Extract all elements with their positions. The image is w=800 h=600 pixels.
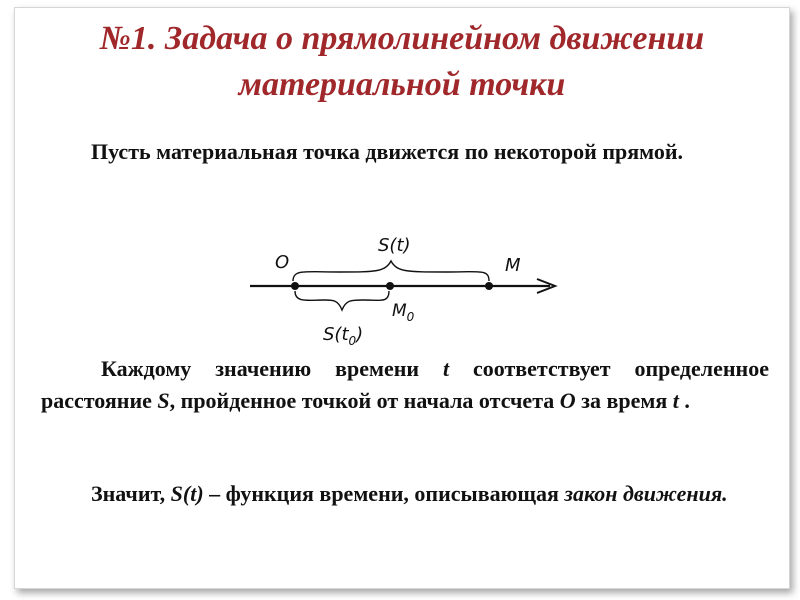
title-line-1: №1. Задача о прямолинейном движении xyxy=(99,20,705,57)
p3-text-3: закон движения. xyxy=(564,481,728,506)
label-m0 xyxy=(392,301,415,324)
var-t-2: t xyxy=(672,388,679,413)
p2-text-2: соответствует определенное расстояние xyxy=(41,356,769,413)
label-s-t0-post: ) xyxy=(356,324,364,345)
var-t: t xyxy=(442,356,450,381)
p2-text-1: Каждому значению времени xyxy=(101,356,443,381)
brace-s-t0 xyxy=(295,291,389,310)
point-m0 xyxy=(386,282,394,290)
p2-text-4: за время xyxy=(575,388,673,413)
p2-text-3: , пройденное точкой от начала отсчета xyxy=(169,388,560,413)
paragraph-intro: Пусть материальная точка движется по некоторой прямой. xyxy=(91,139,684,164)
p3-text-2: – функция времени, описывающая xyxy=(203,481,559,506)
label-m0-sub: 0 xyxy=(406,310,415,324)
p2-text-5: . xyxy=(678,388,690,413)
p3-text-1: Значит, xyxy=(91,481,171,506)
point-o xyxy=(291,282,299,290)
var-s: S xyxy=(157,388,170,413)
label-s-t: S(t) xyxy=(378,235,411,256)
label-s-t0-pre: S(t xyxy=(323,324,349,345)
point-m xyxy=(485,282,493,290)
brace-s-t xyxy=(293,261,489,281)
slide-title xyxy=(15,16,789,108)
label-m: M xyxy=(505,255,521,276)
slide xyxy=(14,7,790,589)
motion-diagram xyxy=(215,213,575,353)
paragraph-distance xyxy=(41,353,769,417)
label-s-t0-sub: 0 xyxy=(348,334,357,348)
label-s-t0 xyxy=(323,324,363,348)
label-m0-main: M xyxy=(392,301,407,321)
title-line-2: материальной точки xyxy=(238,66,566,103)
var-o: O xyxy=(559,388,576,413)
paragraph-conclusion xyxy=(41,478,769,510)
var-s-t: S(t) xyxy=(170,481,204,506)
label-o: O xyxy=(275,252,290,273)
